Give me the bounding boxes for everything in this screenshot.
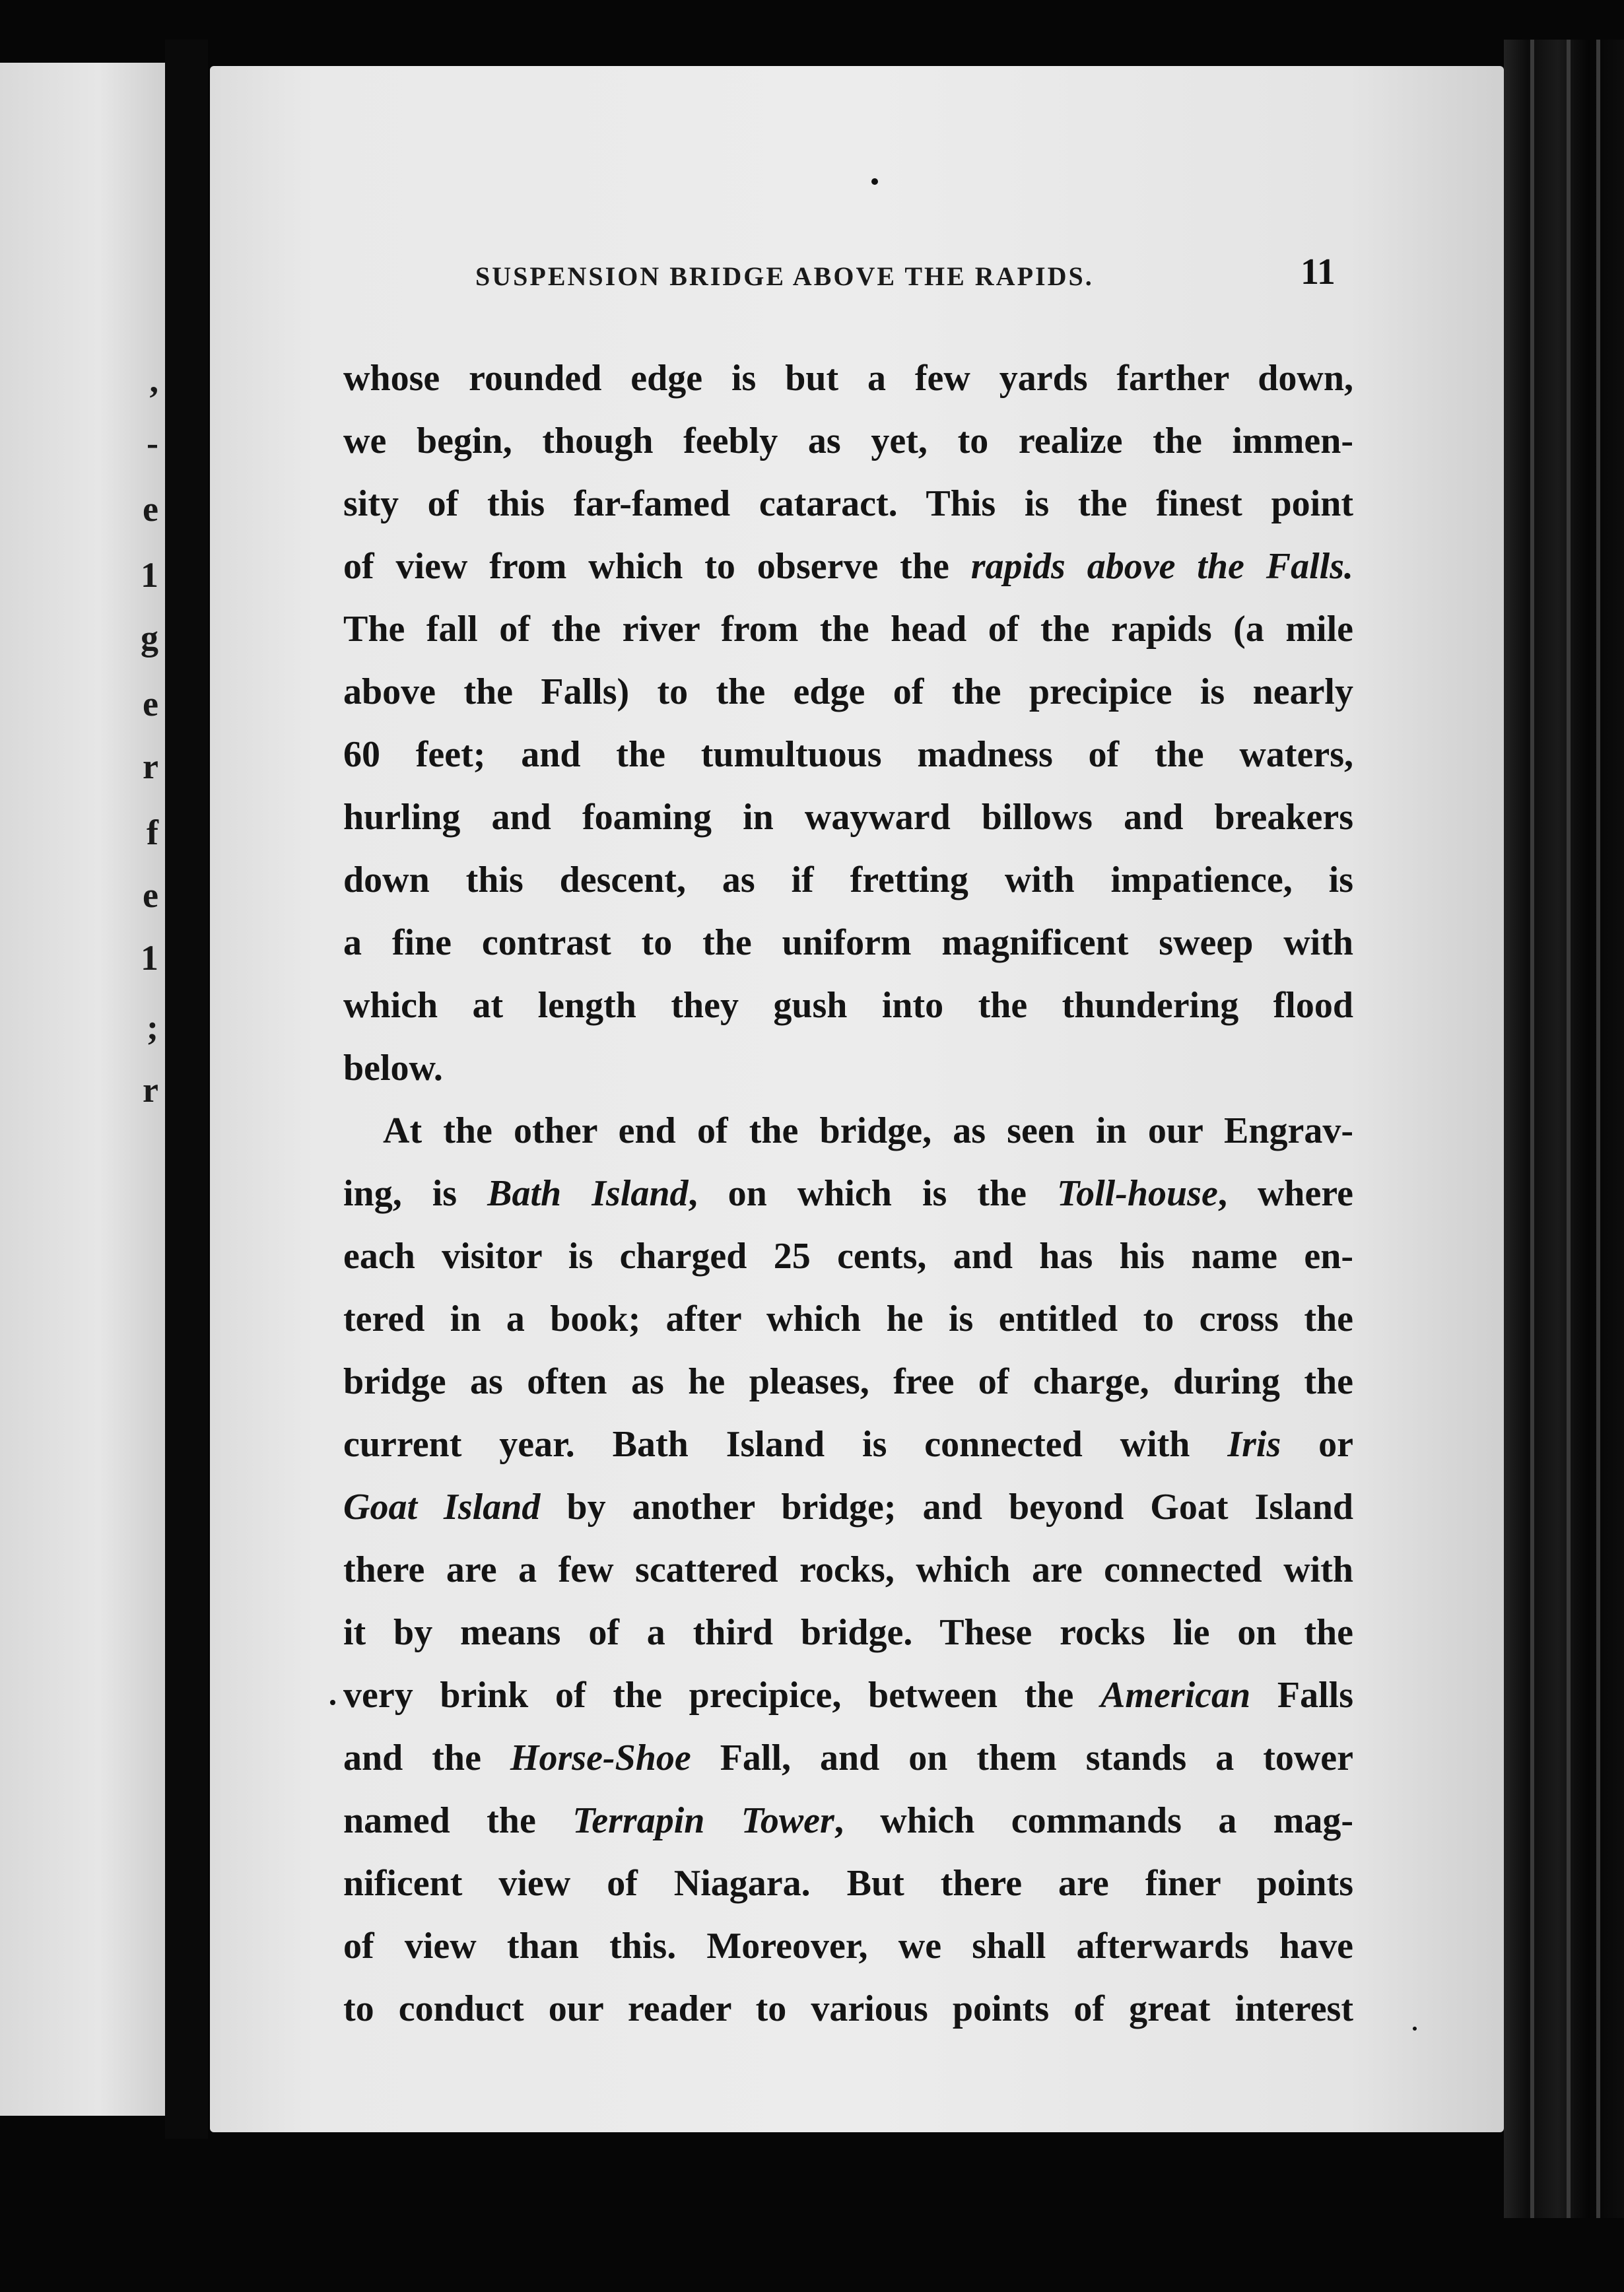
text-run: below. bbox=[343, 1048, 443, 1089]
left-page-char: r bbox=[143, 747, 158, 786]
page-number: 11 bbox=[1301, 252, 1336, 292]
book-gutter bbox=[165, 40, 208, 2139]
left-page-char: e bbox=[143, 684, 158, 724]
text-line bbox=[343, 422, 1353, 459]
text-run: , which commands a mag- bbox=[834, 1800, 1353, 1841]
text-line bbox=[343, 1426, 1353, 1463]
left-page-text-fragment bbox=[0, 63, 165, 2116]
text-run: of view from which to observe the bbox=[343, 546, 971, 587]
italic-text-run: Goat Island bbox=[343, 1487, 541, 1528]
text-run: a fine contrast to the uniform magnificent sweep with bbox=[343, 922, 1353, 963]
text-line bbox=[343, 799, 1353, 836]
italic-text-run: rapids above the Falls. bbox=[970, 546, 1353, 587]
text-line bbox=[343, 548, 1353, 585]
left-page-char: 1 bbox=[141, 938, 158, 978]
left-page-char: e bbox=[143, 489, 158, 529]
text-run: nificent view of Niagara. But there are finer points bbox=[343, 1863, 1353, 1904]
left-page-char: , bbox=[149, 360, 158, 400]
text-run: Falls bbox=[1250, 1675, 1353, 1716]
text-run: ing, is bbox=[343, 1173, 488, 1214]
text-run: there are a few scattered rocks, which are connected with bbox=[343, 1549, 1353, 1590]
left-page-char: f bbox=[147, 813, 158, 852]
page-edge-shadow bbox=[1504, 40, 1624, 2218]
italic-text-run: Bath Island bbox=[487, 1173, 689, 1214]
text-run: , on which is the bbox=[688, 1173, 1058, 1214]
text-line bbox=[343, 1614, 1353, 1651]
italic-text-run: Horse-Shoe bbox=[510, 1737, 691, 1778]
text-line bbox=[383, 1112, 1353, 1149]
text-line bbox=[343, 1865, 1353, 1902]
text-run: whose rounded edge is but a few yards farther down, bbox=[343, 358, 1353, 399]
text-run: 60 feet; and the tumultuous madness of the waters, bbox=[343, 734, 1353, 775]
italic-text-run: Iris bbox=[1227, 1424, 1281, 1465]
text-line bbox=[343, 1551, 1353, 1588]
italic-text-run: Toll-house bbox=[1057, 1173, 1218, 1214]
text-line bbox=[343, 673, 1353, 710]
text-line bbox=[343, 861, 1353, 898]
text-run: The fall of the river from the head of the rapids (a mile bbox=[343, 609, 1353, 650]
text-run: down this descent, as if fretting with impatience, is bbox=[343, 860, 1353, 900]
text-line bbox=[343, 736, 1353, 773]
text-line bbox=[343, 1677, 1353, 1714]
text-line bbox=[343, 1489, 1353, 1526]
text-run: which at length they gush into the thundering flood bbox=[343, 985, 1353, 1026]
text-run: tered in a book; after which he is entitled to cross the bbox=[343, 1298, 1353, 1339]
ink-speck bbox=[330, 1700, 335, 1705]
left-page-char: ; bbox=[147, 1007, 158, 1047]
left-page-char: g bbox=[141, 618, 158, 657]
text-run: we begin, though feebly as yet, to realize the immen- bbox=[343, 421, 1353, 461]
left-facing-page bbox=[0, 63, 165, 2116]
text-run: named the bbox=[343, 1800, 573, 1841]
left-page-char: 1 bbox=[141, 555, 158, 595]
text-line bbox=[343, 1928, 1353, 1965]
italic-text-run: American bbox=[1100, 1675, 1251, 1716]
text-run: and the bbox=[343, 1737, 510, 1778]
text-run: very brink of the precipice, between the bbox=[343, 1675, 1101, 1716]
text-line bbox=[343, 360, 1353, 397]
text-run: above the Falls) to the edge of the precipice is nearly bbox=[343, 671, 1353, 712]
text-line bbox=[343, 1050, 1353, 1087]
ink-speck bbox=[871, 178, 878, 185]
text-line bbox=[343, 611, 1353, 648]
text-run: or bbox=[1281, 1424, 1353, 1465]
running-header: SUSPENSION BRIDGE ABOVE THE RAPIDS. bbox=[475, 261, 1094, 291]
text-run: bridge as often as he pleases, free of charge, during the bbox=[343, 1361, 1353, 1402]
text-run: it by means of a third bridge. These rocks lie on the bbox=[343, 1612, 1353, 1653]
text-run: by another bridge; and beyond Goat Island bbox=[540, 1487, 1353, 1528]
italic-text-run: Terrapin Tower bbox=[572, 1800, 834, 1841]
text-line bbox=[343, 1175, 1353, 1212]
ink-speck bbox=[1413, 2027, 1417, 2031]
text-run: current year. Bath Island is connected with bbox=[343, 1424, 1228, 1465]
text-run: to conduct our reader to various points of great interest bbox=[343, 1988, 1353, 2029]
text-run: , where bbox=[1217, 1173, 1353, 1214]
text-line bbox=[343, 987, 1353, 1024]
text-line bbox=[343, 1802, 1353, 1839]
text-run: sity of this far-famed cataract. This is the finest point bbox=[343, 483, 1353, 524]
text-line bbox=[343, 1990, 1353, 2027]
text-line bbox=[343, 924, 1353, 961]
left-page-char: e bbox=[143, 875, 158, 915]
text-run: of view than this. Moreover, we shall afterwards have bbox=[343, 1926, 1353, 1967]
text-run: At the other end of the bridge, as seen in our Engrav- bbox=[383, 1110, 1353, 1151]
text-run: each visitor is charged 25 cents, and has his name en- bbox=[343, 1236, 1353, 1277]
left-page-char: - bbox=[147, 423, 158, 463]
text-line bbox=[343, 1363, 1353, 1400]
text-run: hurling and foaming in wayward billows and breakers bbox=[343, 797, 1353, 838]
text-line bbox=[343, 1238, 1353, 1275]
text-line bbox=[343, 1739, 1353, 1776]
left-page-char: r bbox=[143, 1070, 158, 1110]
text-run: Fall, and on them stands a tower bbox=[691, 1737, 1354, 1778]
text-line bbox=[343, 1300, 1353, 1337]
text-line bbox=[343, 485, 1353, 522]
